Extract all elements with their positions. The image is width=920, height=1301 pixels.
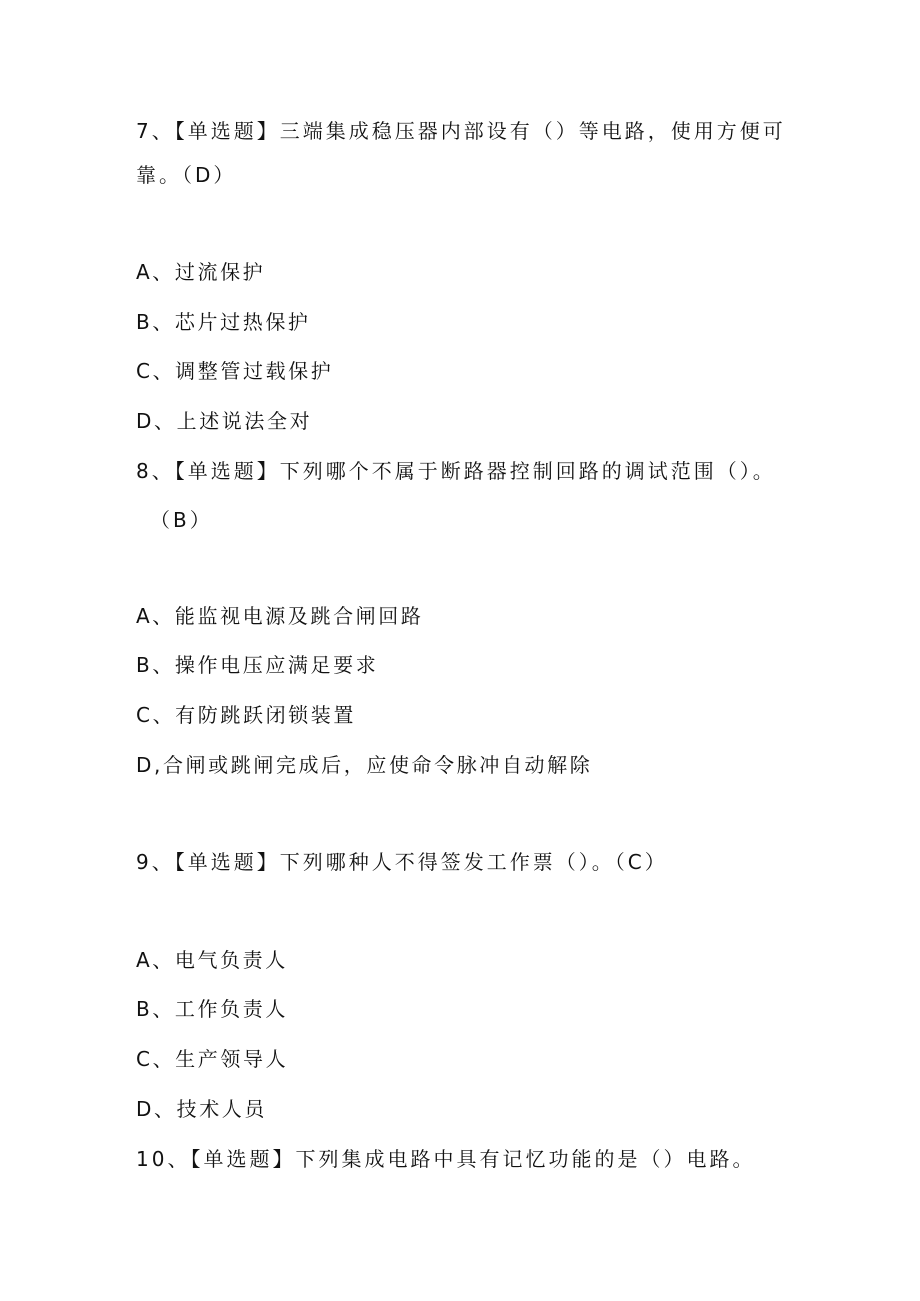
question-9-stem-line-1: 9、【单选题】下列哪种人不得签发工作票（）。（C） xyxy=(136,850,668,874)
question-9-option-c: C、生产领导人 xyxy=(136,1047,289,1071)
question-8-option-a: A、能监视电源及跳合闸回路 xyxy=(136,604,424,628)
question-7-stem-line-1: 7、【单选题】三端集成稳压器内部设有（）等电路，使用方便可 xyxy=(136,119,786,143)
question-7-option-a: A、过流保护 xyxy=(136,260,266,284)
question-9-option-b: B、工作负责人 xyxy=(136,997,288,1021)
question-8-stem-line-2: （B） xyxy=(150,508,213,532)
question-7-option-b: B、芯片过热保护 xyxy=(136,310,311,334)
question-10-stem-line-1: 10、【单选题】下列集成电路中具有记忆功能的是（）电路。 xyxy=(136,1147,756,1171)
question-7-stem-line-2: 靠。（D） xyxy=(136,163,237,187)
question-8-stem-line-1: 8、【单选题】下列哪个不属于断路器控制回路的调试范围（）。 xyxy=(136,459,776,483)
question-7-option-d: D、上述说法全对 xyxy=(136,409,313,433)
question-7-option-c: C、调整管过载保护 xyxy=(136,359,334,383)
question-9-option-a: A、电气负责人 xyxy=(136,948,288,972)
question-8-option-c: C、有防跳跃闭锁装置 xyxy=(136,703,356,727)
question-8-option-b: B、操作电压应满足要求 xyxy=(136,653,379,677)
question-8-option-d: D,合闸或跳闸完成后，应使命令脉冲自动解除 xyxy=(136,753,593,777)
question-9-option-d: D、技术人员 xyxy=(136,1097,268,1121)
